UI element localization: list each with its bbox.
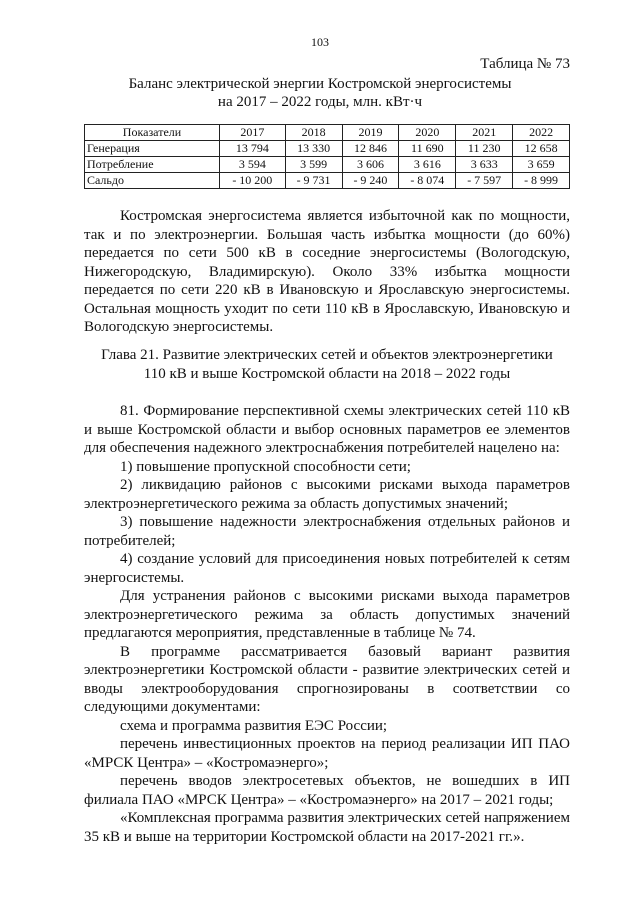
header-2020: 2020 (399, 125, 456, 141)
chapter-title-line-1: Глава 21. Развитие электрических сетей и объектов электроэнергетики (101, 347, 553, 363)
chapter-title-line-2: 110 кВ и выше Костромской области на 2018 – 2022 годы (143, 365, 511, 382)
table-cell: - 8 074 (399, 173, 456, 189)
header-2017: 2017 (220, 125, 286, 141)
header-2018: 2018 (285, 125, 342, 141)
document-list-item: схема и программа развития ЕЭС России; (120, 717, 388, 734)
table-cell: Сальдо (85, 173, 220, 189)
paragraph-item-81: 81. Формирование перспективной схемы электрических сетей 110 кВ и выше Костромской области и выбор основных параметров ее элементов для обеспечения надежного электроснабжения потребителей нацелено на: (84, 403, 570, 456)
header-indicators: Показатели (85, 125, 220, 141)
table-cell: Потребление (85, 157, 220, 173)
table-cell: 13 330 (285, 141, 342, 157)
document-list-item: «Комплексная программа развития электрических сетей напряжением 35 кВ и выше на территории Костромской области на 2017-2021 гг.». (84, 810, 570, 845)
header-2021: 2021 (456, 125, 513, 141)
table-cell: 11 230 (456, 141, 513, 157)
document-list-item: перечень инвестиционных проектов на период реализации ИП ПАО «МРСК Центра» – «Костромаэнерго»; (84, 736, 570, 771)
table-header-row (85, 125, 570, 141)
table-cell: 12 658 (513, 141, 570, 157)
paragraph-energy-surplus: Костромская энергосистема является избыточной как по мощности, так и по электроэнергии. Большая часть избытка мощности (до 60%) передается по сети 500 кВ в соседние энергосистемы (Вологодскую, Нижегородскую, Владимирскую). Около 33% избытка мощности передается по сети 220 кВ в Ивановскую и Ярославскую энергосистемы. Остальная мощность уходит по сети 110 кВ в Ярославскую, Ивановскую и Вологодскую энергосистемы. (84, 208, 570, 335)
table-cell: - 10 200 (220, 173, 286, 189)
paragraph-measures: Для устранения районов с высокими рисками выхода параметров электроэнергетического режима за область допустимых значений предлагаются мероприятия, представленные в таблице № 74. (84, 588, 570, 641)
table-cell: 3 599 (285, 157, 342, 173)
table-cell: 3 606 (342, 157, 399, 173)
table-row-consumption (85, 157, 570, 173)
table-cell: Генерация (85, 141, 220, 157)
table-title (70, 75, 570, 111)
page-number: 103 (311, 35, 329, 49)
paragraph-program: В программе рассматривается базовый вариант развития электроэнергетики Костромской области - развитие электрических сетей и вводы электрооборудования спрогнозированы в соответствии со следующими документами: (84, 643, 570, 715)
table-cell: 11 690 (399, 141, 456, 157)
table-label: Таблица № 73 (480, 56, 570, 72)
table-cell: - 8 999 (513, 173, 570, 189)
table-cell: - 7 597 (456, 173, 513, 189)
table-cell: 3 659 (513, 157, 570, 173)
table-title-line-1: Баланс электрической энергии Костромской энергосистемы (128, 76, 512, 92)
list-item: 3) повышение надежности электроснабжения отдельных районов и потребителей; (84, 514, 570, 549)
header-2022: 2022 (513, 125, 570, 141)
table-title-line-2: на 2017 – 2022 годы, млн. кВт·ч (217, 94, 423, 110)
table-row-generation (85, 141, 570, 157)
table-cell: 3 594 (220, 157, 286, 173)
list-item: 1) повышение пропускной способности сети; (120, 458, 411, 475)
list-item: 4) создание условий для присоединения новых потребителей к сетям энергосистемы. (84, 551, 570, 586)
table-cell: 13 794 (220, 141, 286, 157)
document-list-item: перечень вводов электросетевых объектов, не вошедших в ИП филиала ПАО «МРСК Центра» – «Костромаэнерго» на 2017 – 2021 годы; (84, 773, 570, 808)
table-cell: 3 633 (456, 157, 513, 173)
list-item: 2) ликвидацию районов с высокими рисками выхода параметров электроэнергетического режима за область допустимых значений; (84, 477, 570, 512)
table-cell: - 9 731 (285, 173, 342, 189)
table-cell: 12 846 (342, 141, 399, 157)
body-text-block (84, 402, 570, 846)
energy-balance-table (84, 124, 570, 189)
table-cell: 3 616 (399, 157, 456, 173)
intro-paragraph-block (84, 207, 570, 337)
table-row-balance (85, 173, 570, 189)
header-2019: 2019 (342, 125, 399, 141)
table-cell: - 9 240 (342, 173, 399, 189)
chapter-title (84, 346, 570, 383)
